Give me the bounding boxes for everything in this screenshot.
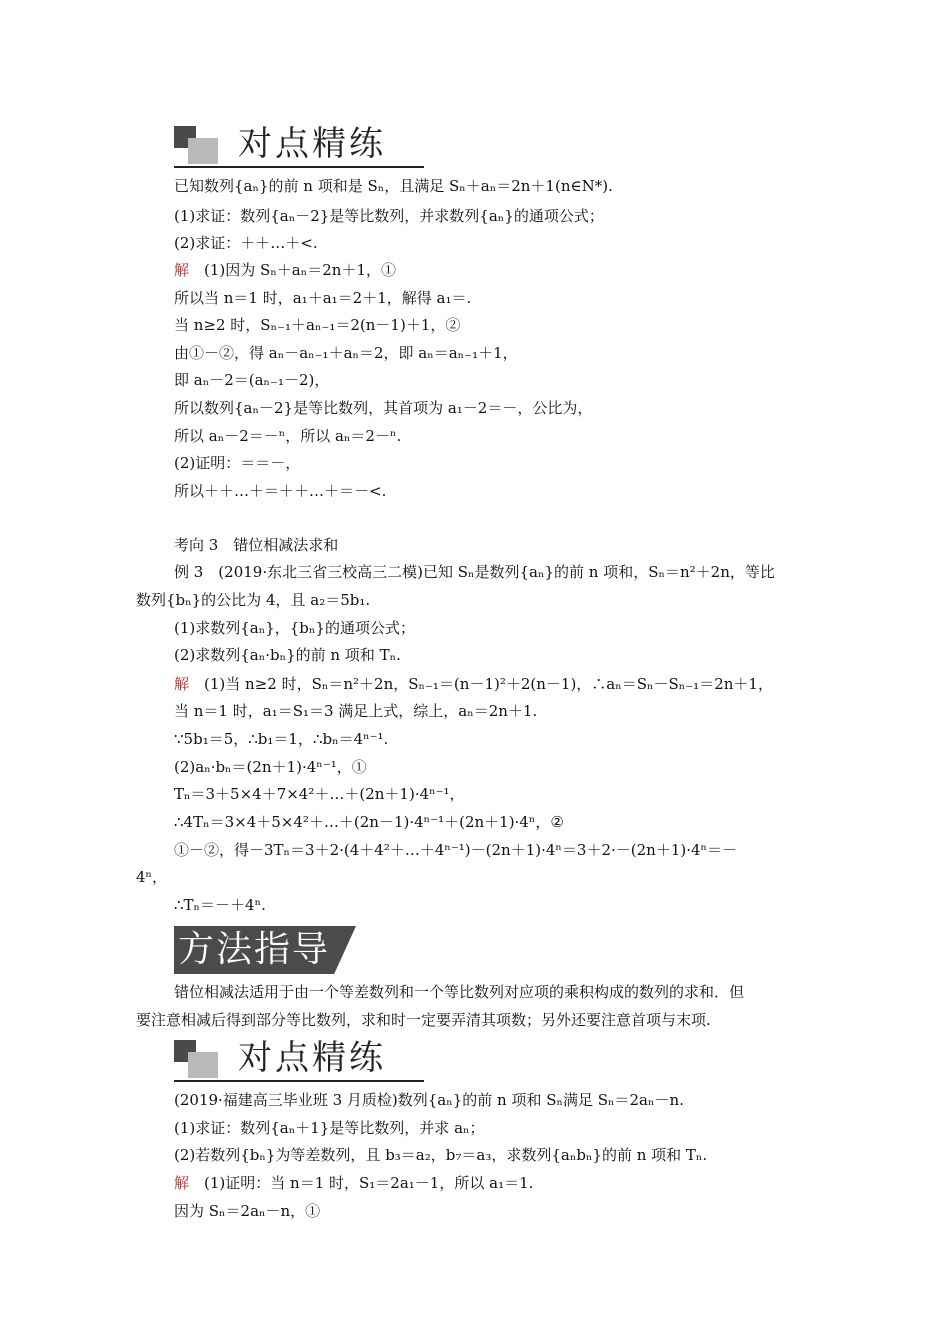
banner-rule xyxy=(174,1080,424,1082)
solution-line: 所以＋＋…＋＝＋＋…＋＝－<. xyxy=(174,482,387,500)
problem-part-1: (1)求证：数列{aₙ－2}是等比数列，并求数列{aₙ}的通项公式； xyxy=(174,207,604,225)
solution-line: 所以 aₙ－2＝－ⁿ，所以 aₙ＝2－ⁿ. xyxy=(174,427,402,445)
solution-line: 解 (1)证明：当 n＝1 时，S₁＝2a₁－1，所以 a₁＝1. xyxy=(174,1174,534,1192)
solution-label: 解 xyxy=(174,1174,190,1192)
method-banner xyxy=(174,926,370,974)
problem-part-1: (1)求证：数列{aₙ＋1}是等比数列，并求 aₙ； xyxy=(174,1119,485,1137)
problem-statement: (2019·福建高三毕业班 3 月质检)数列{aₙ}的前 n 项和 Sₙ满足 Sₙ＝2aₙ－n. xyxy=(174,1091,684,1109)
problem-statement: 已知数列{aₙ}的前 n 项和是 Sₙ，且满足 Sₙ＋aₙ＝2n＋1(n∈N*). xyxy=(174,177,613,195)
solution-line: ①－②，得－3Tₙ＝3＋2·(4＋4²＋…＋4ⁿ⁻¹)－(2n＋1)·4ⁿ＝3＋2·－(2n＋1)·4ⁿ＝－ xyxy=(174,841,738,859)
solution-line: 当 n≥2 时，Sₙ₋₁＋aₙ₋₁＝2(n－1)＋1，② xyxy=(174,316,461,334)
problem-part-2: (2)若数列{bₙ}为等差数列，且 b₃＝a₂，b₇＝a₃，求数列{aₙbₙ}的前 n 项和 Tₙ. xyxy=(174,1146,708,1164)
solution-line: 所以当 n＝1 时，a₁＋a₁＝2＋1，解得 a₁＝. xyxy=(174,289,472,307)
section-banner-practice-2 xyxy=(174,1036,424,1084)
banner-square-light-icon xyxy=(188,1052,218,1078)
method-banner-title: 方法指导 xyxy=(178,929,331,970)
banner-title: 对点精练 xyxy=(238,1038,386,1078)
example-part-1: (1)求数列{aₙ}，{bₙ}的通项公式； xyxy=(174,619,415,637)
banner-rule xyxy=(174,166,424,168)
solution-line: Tₙ＝3＋5×4＋7×4²＋…＋(2n＋1)·4ⁿ⁻¹， xyxy=(174,785,465,803)
solution-line: 即 aₙ－2＝(aₙ₋₁－2)， xyxy=(174,371,330,389)
example-part-2: (2)求数列{aₙ·bₙ}的前 n 项和 Tₙ. xyxy=(174,646,401,664)
method-text: 错位相减法适用于由一个等差数列和一个等比数列对应项的乘积构成的数列的求和．但 xyxy=(174,983,745,1001)
solution-line: (2)证明：＝＝－， xyxy=(174,454,301,472)
section-banner-practice-1 xyxy=(174,122,424,170)
solution-line: 当 n＝1 时，a₁＝S₁＝3 满足上式，综上，aₙ＝2n＋1. xyxy=(174,702,538,720)
solution-line: 所以数列{aₙ－2}是等比数列，其首项为 a₁－2＝－，公比为， xyxy=(174,399,593,417)
banner-square-light-icon xyxy=(188,138,218,164)
solution-line: 4ⁿ， xyxy=(136,868,168,886)
problem-part-2: (2)求证：＋＋…＋<. xyxy=(174,234,318,252)
solution-line: 解 (1)当 n≥2 时，Sₙ＝n²＋2n，Sₙ₋₁＝(n－1)²＋2(n－1)，∴aₙ＝Sₙ－Sₙ₋₁＝2n＋1， xyxy=(174,675,773,693)
solution-line: (2)aₙ·bₙ＝(2n＋1)·4ⁿ⁻¹，① xyxy=(174,758,367,776)
solution-label: 解 xyxy=(174,261,190,279)
solution-line: ∵5b₁＝5，∴b₁＝1，∴bₙ＝4ⁿ⁻¹. xyxy=(174,730,389,748)
example-statement: 例 3 (2019·东北三省三校高三二模)已知 Sₙ是数列{aₙ}的前 n 项和，Sₙ＝n²＋2n，等比 xyxy=(174,563,775,581)
method-text-cont: 要注意相减后得到部分等比数列，求和时一定要弄清其项数；另外还要注意首项与末项. xyxy=(136,1011,711,1029)
solution-line: 由①－②，得 aₙ－aₙ₋₁＋aₙ＝2，即 aₙ＝aₙ₋₁＋1， xyxy=(174,344,518,362)
solution-line: ∴Tₙ＝－＋4ⁿ. xyxy=(174,896,266,914)
solution-label: 解 xyxy=(174,675,190,693)
solution-line: ∴4Tₙ＝3×4＋5×4²＋…＋(2n－1)·4ⁿ⁻¹＋(2n＋1)·4ⁿ，② xyxy=(174,813,564,831)
banner-title: 对点精练 xyxy=(238,124,386,164)
topic-heading: 考向 3 错位相减法求和 xyxy=(174,536,339,554)
solution-line: 因为 Sₙ＝2aₙ－n，① xyxy=(174,1202,321,1220)
solution-line: 解 (1)因为 Sₙ＋aₙ＝2n＋1，① xyxy=(174,261,396,279)
example-statement-cont: 数列{bₙ}的公比为 4，且 a₂＝5b₁. xyxy=(136,591,371,609)
